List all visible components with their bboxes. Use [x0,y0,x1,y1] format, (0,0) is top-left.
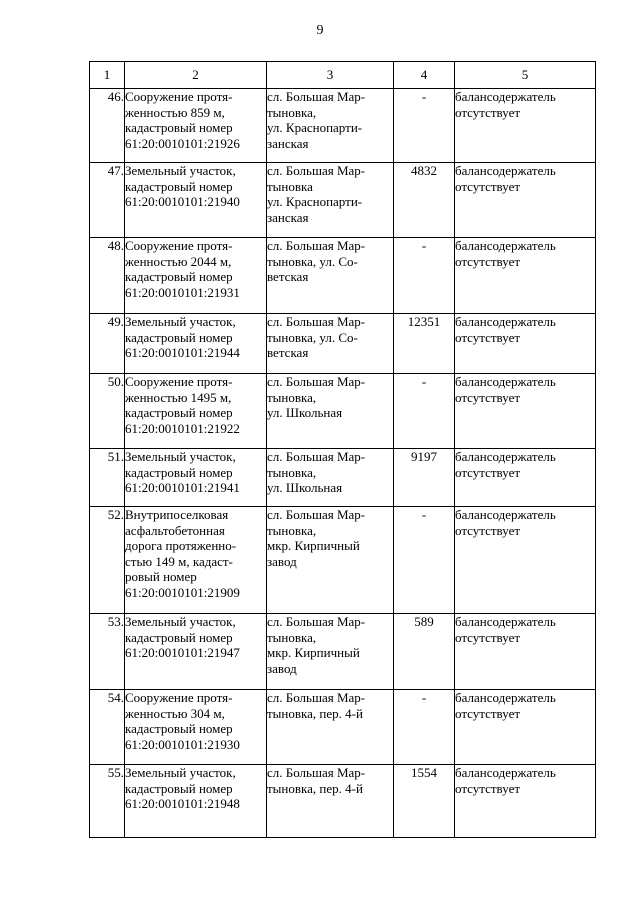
table-row [90,314,596,374]
balance-holder-cell-line: балансодержатель [455,765,556,780]
address-cell-line: мкр. Кирпичный [267,645,360,660]
balance-holder-cell-line: отсутствует [455,329,521,345]
address-cell [267,765,394,838]
balance-holder-cell-line: отсутствует [455,253,521,269]
balance-holder-cell-line: балансодержатель [455,89,556,104]
object-description-cell-line: Земельный участок, [125,765,236,780]
address-cell-line: сл. Большая Мар- [267,314,366,329]
balance-holder-cell-line: балансодержатель [455,449,556,464]
object-description-cell-line: 61:20:0010101:21948 [125,796,240,811]
table-row [90,163,596,238]
object-description-cell-line: кадастровый номер [125,329,233,345]
balance-holder-cell-line: отсутствует [455,629,521,645]
object-description-cell-line: кадастровый номер [125,178,233,194]
address-cell-line: тыновка [267,178,313,194]
object-description-cell [125,238,267,314]
object-description-cell-line: женностью 304 м, [125,705,225,721]
balance-holder-cell [455,507,596,614]
balance-holder-cell-line: балансодержатель [455,614,556,629]
row-number-cell: 48. [90,238,125,314]
table-row [90,374,596,449]
object-description-cell-line: кадастровый номер [125,120,233,135]
object-description-cell-line: женностью 2044 м, [125,253,232,269]
row-number-cell: 52. [90,507,125,614]
object-description-cell [125,765,267,838]
object-description-cell-line: 61:20:0010101:21922 [125,420,240,436]
table-row [90,614,596,690]
address-cell-line: сл. Большая Мар- [267,89,366,104]
object-description-cell [125,314,267,374]
column-header-4: 4 [394,62,455,89]
address-cell-line: ул. Краснопарти- [267,120,363,135]
address-cell-line: тыновка, ул. Со- [267,329,358,345]
address-cell-line: тыновка, пер. 4-й [267,780,363,796]
row-number-cell: 46. [90,89,125,163]
address-cell [267,449,394,507]
balance-holder-cell [455,449,596,507]
object-description-cell-line: 61:20:0010101:21931 [125,284,240,300]
row-number-cell: 49. [90,314,125,374]
address-cell [267,690,394,765]
area-cell: 12351 [394,314,455,374]
balance-holder-cell-line: отсутствует [455,464,521,480]
table-row [90,765,596,838]
object-description-cell-line: 61:20:0010101:21940 [125,194,240,209]
balance-holder-cell [455,89,596,163]
table-row [90,238,596,314]
object-description-cell-line: кадастровый номер [125,721,233,736]
balance-holder-cell-line: балансодержатель [455,238,556,253]
address-cell-line: тыновка, [267,389,317,405]
table-row [90,89,596,163]
object-description-cell-line: стью 149 м, кадаст- [125,553,233,569]
object-description-cell-line: женностью 1495 м, [125,389,232,405]
column-header-2: 2 [125,62,267,89]
address-cell [267,614,394,690]
object-description-cell-line: Земельный участок, [125,449,236,464]
address-cell-line: сл. Большая Мар- [267,163,366,178]
address-cell [267,89,394,163]
address-cell-line: сл. Большая Мар- [267,449,366,464]
address-cell-line: тыновка, [267,522,317,538]
balance-holder-cell [455,314,596,374]
object-description-cell-line: кадастровый номер [125,405,233,420]
area-cell: 589 [394,614,455,690]
area-cell: - [394,690,455,765]
object-description-cell-line: Сооружение протя- [125,89,233,104]
balance-holder-cell [455,238,596,314]
address-cell-line: сл. Большая Мар- [267,374,366,389]
address-cell-line: тыновка, [267,629,317,645]
row-number-cell: 47. [90,163,125,238]
balance-holder-cell-line: балансодержатель [455,507,556,522]
address-cell [267,314,394,374]
balance-holder-cell-line: отсутствует [455,178,521,194]
balance-holder-cell-line: отсутствует [455,104,521,120]
area-cell: 1554 [394,765,455,838]
column-header-1: 1 [90,62,125,89]
column-header-5: 5 [455,62,596,89]
object-description-cell [125,690,267,765]
address-cell [267,163,394,238]
area-cell: 4832 [394,163,455,238]
object-description-cell-line: Земельный участок, [125,163,236,178]
object-description-cell [125,507,267,614]
object-description-cell-line: Земельный участок, [125,314,236,329]
balance-holder-cell-line: балансодержатель [455,314,556,329]
balance-holder-cell [455,690,596,765]
object-description-cell-line: Сооружение протя- [125,690,233,705]
object-description-cell-line: 61:20:0010101:21944 [125,345,240,360]
area-cell: - [394,374,455,449]
area-cell: - [394,238,455,314]
object-description-cell-line: Сооружение протя- [125,238,233,253]
property-registry-table [89,61,596,838]
object-description-cell-line: 61:20:0010101:21930 [125,736,240,752]
address-cell-line: сл. Большая Мар- [267,614,366,629]
object-description-cell [125,374,267,449]
object-description-cell-line: кадастровый номер [125,464,233,480]
table-body [90,89,596,838]
row-number-cell: 54. [90,690,125,765]
table-row [90,507,596,614]
object-description-cell-line: 61:20:0010101:21947 [125,645,240,660]
object-description-cell-line: 61:20:0010101:21926 [125,135,240,151]
page-number: 9 [316,23,324,38]
address-cell-line: завод [267,660,297,676]
address-cell-line: тыновка, [267,464,317,480]
address-cell-line: занская [267,135,309,151]
object-description-cell-line: кадастровый номер [125,629,233,645]
address-cell-line: ул. Краснопарти- [267,194,363,209]
table-row [90,449,596,507]
address-cell-line: сл. Большая Мар- [267,690,366,705]
area-cell: 9197 [394,449,455,507]
address-cell-line: тыновка, [267,104,317,120]
balance-holder-cell-line: отсутствует [455,705,521,721]
address-cell [267,507,394,614]
area-cell: - [394,89,455,163]
address-cell-line: ул. Школьная [267,480,343,495]
address-cell-line: сл. Большая Мар- [267,238,366,253]
object-description-cell-line: асфальтобетонная [125,522,225,538]
area-cell: - [394,507,455,614]
address-cell [267,238,394,314]
object-description-cell-line: 61:20:0010101:21941 [125,480,240,495]
balance-holder-cell-line: балансодержатель [455,690,556,705]
balance-holder-cell [455,614,596,690]
row-number-cell: 55. [90,765,125,838]
object-description-cell [125,614,267,690]
object-description-cell [125,163,267,238]
balance-holder-cell-line: отсутствует [455,522,521,538]
object-description-cell-line: Сооружение протя- [125,374,233,389]
balance-holder-cell [455,765,596,838]
object-description-cell [125,449,267,507]
address-cell [267,374,394,449]
address-cell-line: сл. Большая Мар- [267,765,366,780]
row-number-cell: 51. [90,449,125,507]
balance-holder-cell-line: балансодержатель [455,163,556,178]
balance-holder-cell-line: отсутствует [455,780,521,796]
address-cell-line: тыновка, пер. 4-й [267,705,363,721]
object-description-cell-line: женностью 859 м, [125,104,225,120]
balance-holder-cell [455,163,596,238]
object-description-cell-line: Земельный участок, [125,614,236,629]
row-number-cell: 50. [90,374,125,449]
table-row [90,690,596,765]
address-cell-line: мкр. Кирпичный [267,538,360,553]
object-description-cell-line: кадастровый номер [125,269,233,284]
balance-holder-cell-line: отсутствует [455,389,521,405]
address-cell-line: занская [267,209,309,225]
balance-holder-cell [455,374,596,449]
address-cell-line: ветская [267,269,309,284]
object-description-cell-line: дорога протяженно- [125,538,237,553]
address-cell-line: тыновка, ул. Со- [267,253,358,269]
column-header-3: 3 [267,62,394,89]
object-description-cell-line: 61:20:0010101:21909 [125,584,240,600]
table-header-row [90,62,596,89]
row-number-cell: 53. [90,614,125,690]
balance-holder-cell-line: балансодержатель [455,374,556,389]
object-description-cell [125,89,267,163]
object-description-cell-line: кадастровый номер [125,780,233,796]
address-cell-line: завод [267,553,297,569]
address-cell-line: сл. Большая Мар- [267,507,366,522]
address-cell-line: ул. Школьная [267,405,343,420]
address-cell-line: ветская [267,345,309,360]
object-description-cell-line: ровый номер [125,569,197,584]
object-description-cell-line: Внутрипоселковая [125,507,229,522]
